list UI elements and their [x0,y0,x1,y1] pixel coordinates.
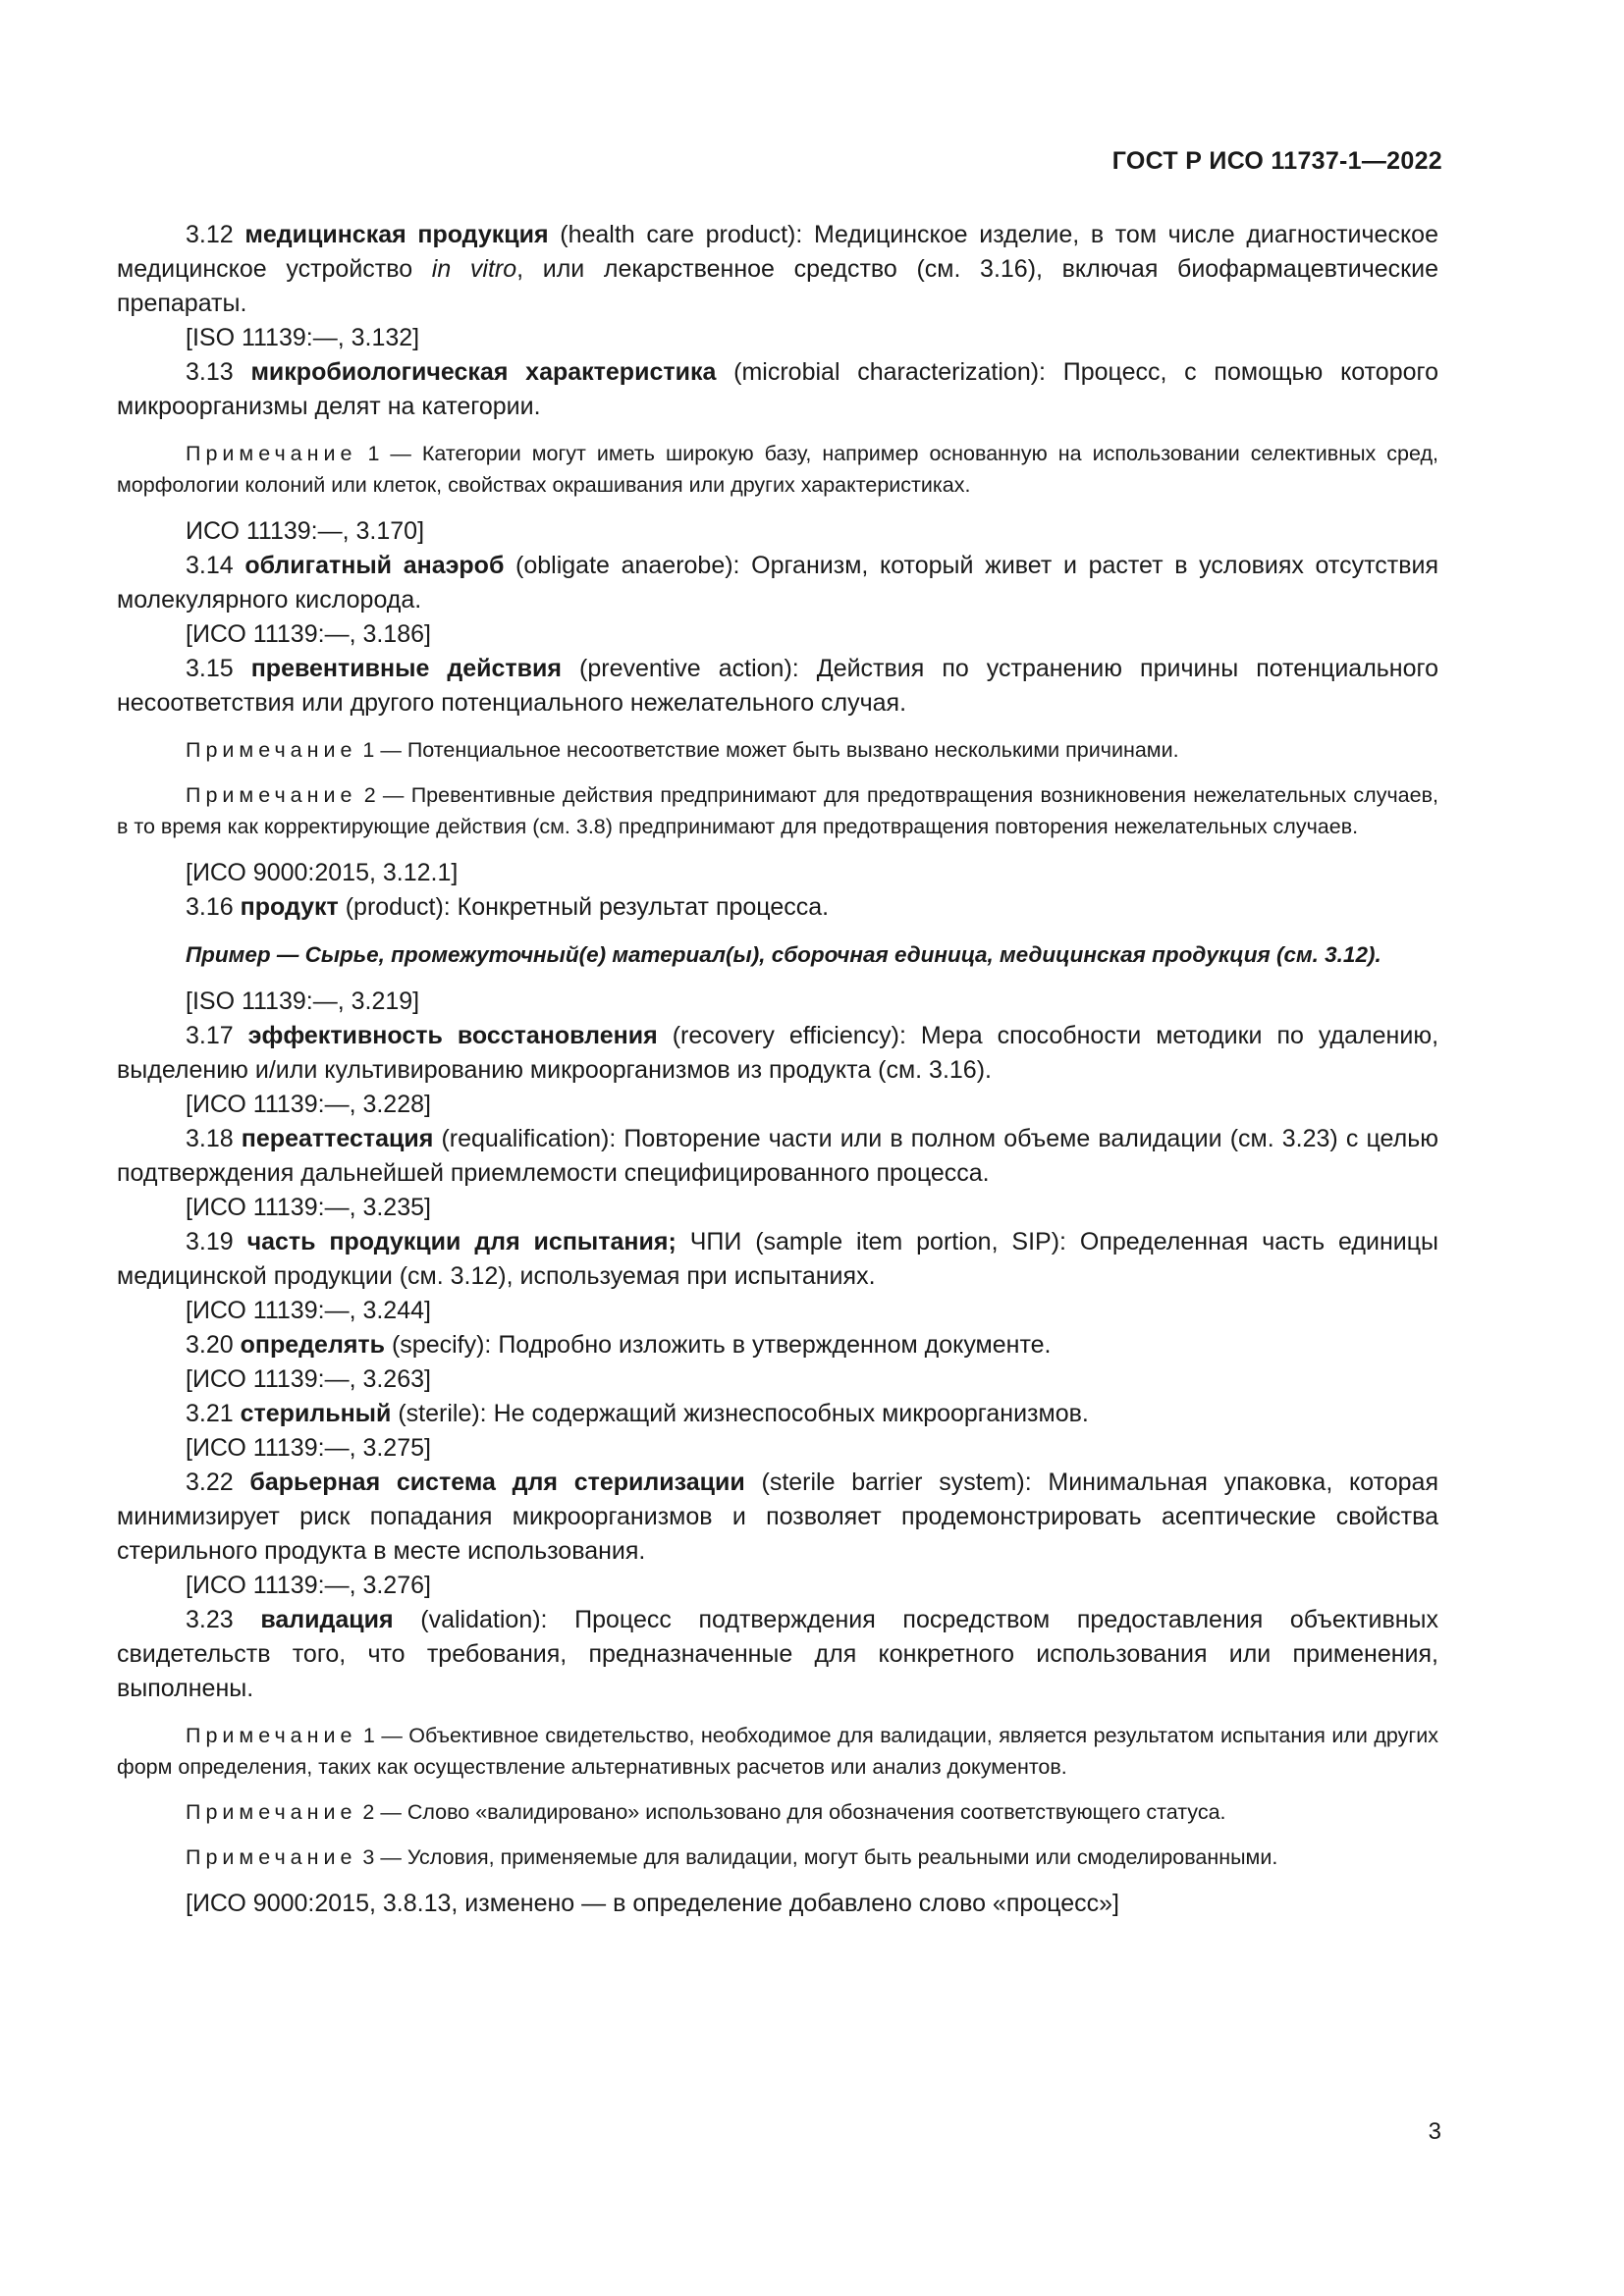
term-note [117,1842,1438,1873]
term-source: [ИСО 11139:—, 3.276] [186,1572,431,1599]
term-name: превентивные действия [250,655,563,682]
note-label: Примечание [186,1800,357,1824]
term-entry-3-14 [117,549,1438,617]
term-definition: (validation): Процесс подтверждения посредством предоставления объективных свидетельств того, что требования, предназначенные для конкретного использования или применения, выполнены. [117,1606,1439,1702]
term-definition-cont: , или лекарственное средство (см. 3.16), включая биофармацевтические препараты. [117,255,1438,317]
term-name: часть продукции для испытания; [246,1228,677,1255]
term-source: [ИСО 11139:—, 3.263] [186,1365,431,1393]
term-note [117,1720,1438,1783]
note-label: Примечание [186,1845,357,1869]
note-text: 1 — Категории могут иметь широкую базу, например основанную на использовании селективных сред, морфологии колоний или клеток, свойствах окрашивания или других характеристиках. [117,442,1438,497]
term-definition: (microbial characterization): Процесс, с помощью которого микроорганизмы делят на категории. [117,358,1438,420]
term-definition: (specify): Подробно изложить в утвержденном документе. [385,1331,1052,1359]
term-entry-3-19 [117,1225,1438,1294]
term-entry-3-12 [117,218,1438,321]
term-definition: (sterile): Не содержащий жизнеспособных микроорганизмов. [391,1400,1089,1427]
term-name: переаттестация [241,1125,434,1152]
term-example: Пример — Сырье, промежуточный(е) материал(ы), сборочная единица, медицинская продукция (см. 3.12). [186,942,1381,967]
term-entry-3-18 [117,1122,1438,1191]
term-name: микробиологическая характеристика [250,358,717,386]
note-label: Примечание [186,783,357,807]
term-source: [ИСО 11139:—, 3.228] [186,1091,431,1118]
term-definition: (recovery efficiency): Мера способности методики по удалению, выделению и/или культивированию микроорганизмов из продукта (см. 3.16). [117,1022,1439,1084]
term-definition: ЧПИ (sample item portion, SIP): Определенная часть единицы медицинской продукции (см. 3.12), используемая при испытаниях. [117,1228,1438,1290]
term-number: 3.21 [186,1400,234,1427]
term-note [117,734,1438,766]
term-name: определять [240,1331,386,1359]
term-definition: (sterile barrier system): Минимальная упаковка, которая минимизирует риск попадания микроорганизмов и позволяет продемонстрировать асептические свойства стерильного продукта в месте использования. [117,1468,1438,1565]
note-text: 2 — Превентивные действия предпринимают для предотвращения возникновения нежелательных случаев, в то время как корректирующие действия (см. 3.8) предпринимают для предотвращения повторения нежелательных случаев. [117,783,1438,838]
term-entry-3-22 [117,1466,1438,1569]
term-source: [ИСО 11139:—, 3.275] [186,1434,431,1462]
note-label: Примечание [186,442,357,465]
term-source: [ИСО 11139:—, 3.186] [186,620,431,648]
term-definition: (requalification): Повторение части или в полном объеме валидации (см. 3.23) с целью подтверждения дальнейшей приемлемости специфицированного процесса. [117,1125,1438,1187]
term-source: [ISO 11139:—, 3.132] [186,324,420,351]
page-number: 3 [1428,2118,1441,2145]
term-number: 3.18 [186,1125,234,1152]
term-note [117,779,1438,842]
term-name: эффективность восстановления [247,1022,658,1049]
term-source: ИСО 11139:—, 3.170] [186,517,425,545]
term-source: [ИСО 9000:2015, 3.8.13, изменено — в определение добавлено слово «процесс»] [186,1890,1119,1917]
term-definition: (preventive action): Действия по устранению причины потенциального несоответствия или другого потенциального нежелательного случая. [117,655,1438,717]
term-number: 3.23 [186,1606,234,1633]
term-name: медицинская продукция [244,221,549,248]
note-text: 1 — Объективное свидетельство, необходимое для валидации, является результатом испытания или других форм определения, таких как осуществление альтернативных расчетов или анализ документов. [117,1724,1438,1779]
term-name: валидация [260,1606,394,1633]
term-source: [ISO 11139:—, 3.219] [186,988,420,1015]
term-definition: (obligate anaerobe): Организм, который живет и растет в условиях отсутствия молекулярного кислорода. [117,552,1438,614]
term-name: барьерная система для стерилизации [249,1468,745,1496]
term-entry-3-16 [117,890,1438,925]
term-entry-3-23 [117,1603,1438,1706]
term-number: 3.16 [186,893,234,921]
term-entry-3-21 [117,1397,1438,1431]
term-number: 3.20 [186,1331,234,1359]
term-entry-3-20 [117,1328,1438,1362]
term-number: 3.13 [186,358,234,386]
term-italic: in vitro [431,255,517,283]
term-definition: (product): Конкретный результат процесса. [338,893,830,921]
term-number: 3.17 [186,1022,234,1049]
note-text: 2 — Слово «валидировано» использовано для обозначения соответствующего статуса. [356,1800,1226,1824]
term-number: 3.14 [186,552,234,579]
note-text: 1 — Потенциальное несоответствие может быть вызвано несколькими причинами. [356,738,1179,762]
document-designation: ГОСТ Р ИСО 11737-1—2022 [1111,147,1442,175]
term-source: [ИСО 11139:—, 3.235] [186,1194,431,1221]
term-number: 3.12 [186,221,234,248]
term-definition: (health care product): Медицинское изделие, в том числе диагностическое медицинское устройство [117,221,1438,283]
term-entry-3-17 [117,1019,1438,1088]
term-source: [ИСО 9000:2015, 3.12.1] [186,859,459,886]
term-name: облигатный анаэроб [244,552,505,579]
term-source: [ИСО 11139:—, 3.244] [186,1297,431,1324]
term-note [117,1796,1438,1828]
term-entry-3-15 [117,652,1438,721]
note-text: 3 — Условия, применяемые для валидации, могут быть реальными или смоделированными. [356,1845,1278,1869]
term-number: 3.15 [186,655,234,682]
term-number: 3.22 [186,1468,234,1496]
term-name: продукт [240,893,339,921]
term-entry-3-13 [117,355,1438,424]
term-number: 3.19 [186,1228,234,1255]
term-name: стерильный [240,1400,392,1427]
note-label: Примечание [186,738,357,762]
term-note [117,438,1438,501]
note-label: Примечание [186,1724,357,1747]
terms-section [117,218,1438,1921]
